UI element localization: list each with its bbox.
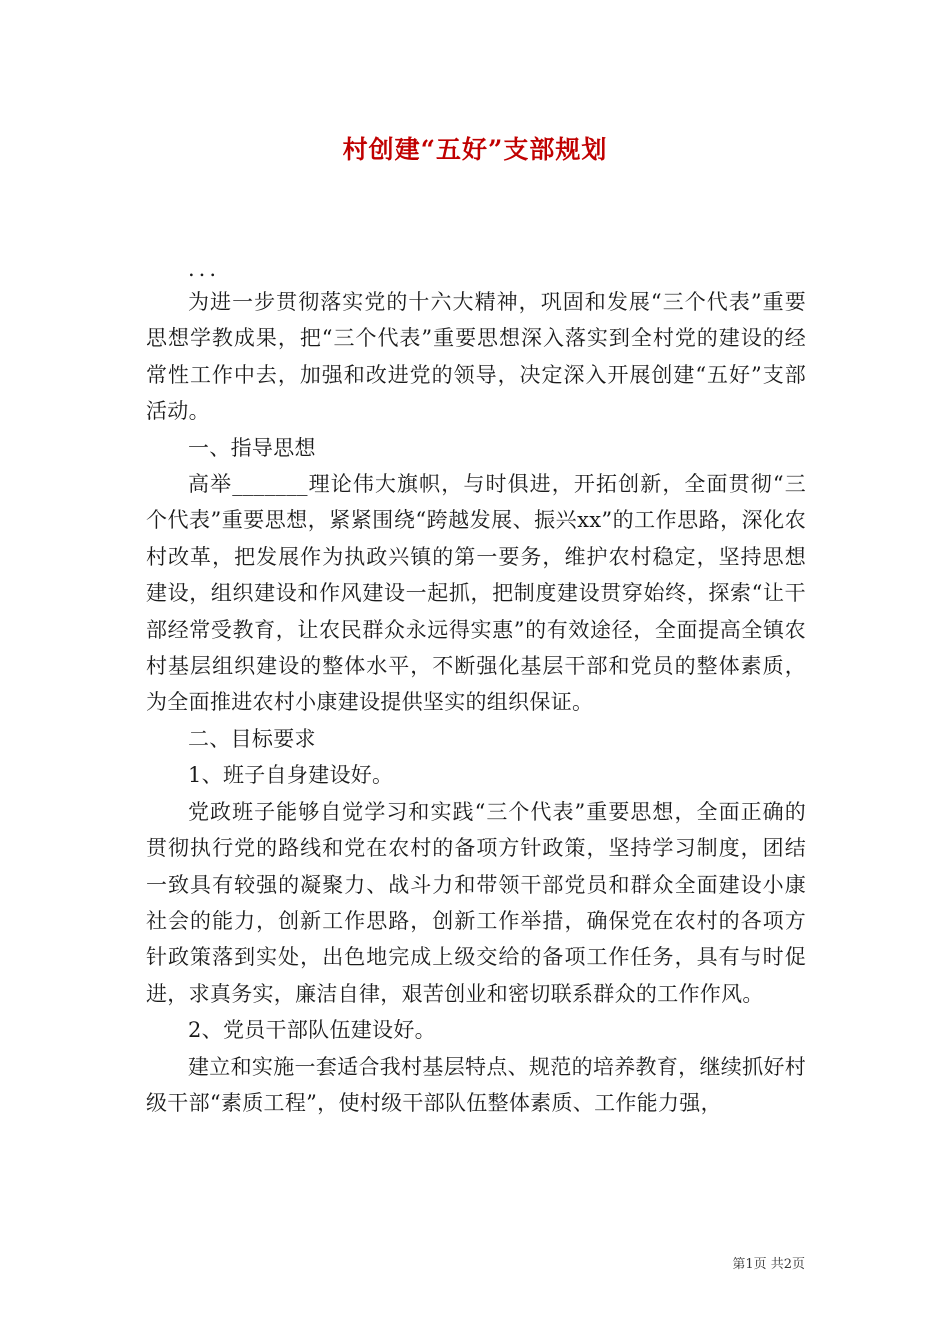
document-title: 村创建“五好”支部规划 [342, 135, 608, 164]
intro-paragraph: 为进一步贯彻落实党的十六大精神，巩固和发展“三个代表”重要思想学教成果，把“三个代表”重要思想深入落实到全村党的建设的经常性工作中去，加强和改进党的领导，决定深入开展创建“五好”支部活动。 [146, 290, 806, 424]
section-heading-guiding-thought: 一、指导思想 [188, 435, 316, 460]
section-heading-goals: 二、目标要求 [188, 726, 316, 751]
goal-2-paragraph: 建立和实施一套适合我村基层特点、规范的培养教育，继续抓好村级干部“素质工程”，使村级干部队伍整体素质、工作能力强， [146, 1054, 806, 1115]
page-number-footer: 第1页 共2页 [732, 1257, 805, 1272]
guiding-thought-paragraph: 高举_______理论伟大旗帜，与时俱进，开拓创新，全面贯彻“三个代表”重要思想，紧紧围绕“跨越发展、振兴xx”的工作思路，深化农村改革，把发展作为执政兴镇的第一要务，维护农村稳定，坚持思想建设，组织建设和作风建设一起抓，把制度建设贯穿始终，探索“让干部经常受教育，让农民群众永远得实惠”的有效途径，全面提高全镇农村基层组织建设的整体水平，不断强化基层干部和党员的整体素质，为全面推进农村小康建设提供坚实的组织保证。 [146, 472, 806, 715]
document-body [146, 254, 806, 1121]
goal-2-heading: 2、党员干部队伍建设好。 [188, 1018, 436, 1043]
goal-1-heading: 1、班子自身建设好。 [188, 763, 394, 788]
ellipsis-line: ... [188, 257, 221, 281]
goal-1-paragraph: 党政班子能够自觉学习和实践“三个代表”重要思想，全面正确的贯彻执行党的路线和党在农村的备项方针政策，坚持学习制度，团结一致具有较强的凝聚力、战斗力和带领干部党员和群众全面建设小康社会的能力，创新工作思路，创新工作举措，确保党在农村的各项方针政策落到实处，出色地完成上级交给的备项工作任务，具有与时促进，求真务实，廉洁自律，艰苦创业和密切联系群众的工作作风。 [146, 799, 806, 1006]
